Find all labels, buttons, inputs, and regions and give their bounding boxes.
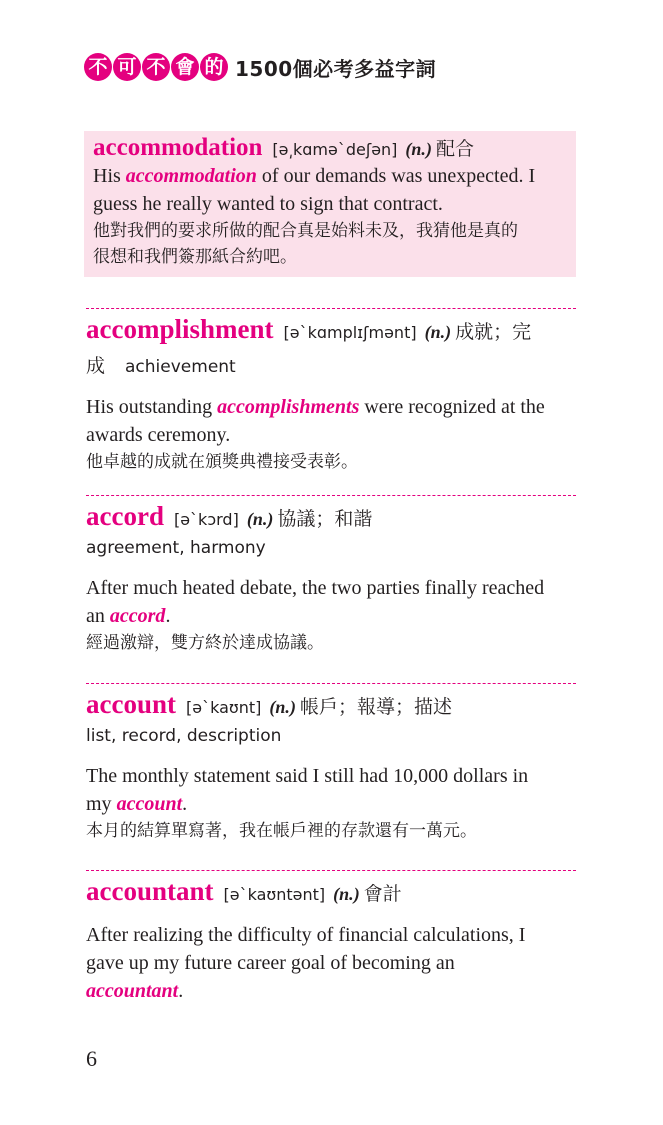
page-number: 6 — [86, 1046, 97, 1071]
title-badge-char: 不 — [142, 53, 170, 81]
part-of-speech: (n.) — [405, 139, 432, 159]
headword: account — [86, 689, 176, 719]
entry-accord — [86, 501, 574, 656]
headword: accord — [86, 501, 164, 531]
chinese-meaning: 會計 — [363, 883, 402, 905]
example-sentence-line: After much heated debate, the two parties finally reached — [86, 577, 545, 599]
entry-accountant — [86, 876, 574, 1005]
part-of-speech: (n.) — [424, 322, 452, 342]
book-title — [84, 50, 436, 84]
example-sentence-line: His outstanding accomplishments were recognized at the — [86, 396, 545, 418]
part-of-speech: (n.) — [333, 884, 360, 904]
translation-line: 他卓越的成就在頒獎典禮接受表彰。 — [86, 452, 358, 472]
title-badge-char: 會 — [171, 53, 199, 81]
chinese-meaning: 帳戶；報導；描述 — [299, 696, 452, 718]
example-sentence-line: an accord. — [86, 605, 171, 627]
translation-line: 本月的結算單寫著，我在帳戶裡的存款還有一萬元。 — [86, 821, 477, 841]
chinese-meaning: 成就；完 — [455, 321, 532, 343]
phonetic: [ə`kaʊnt] — [186, 698, 262, 717]
part-of-speech: (n.) — [246, 509, 274, 529]
phonetic: [ə`kɑmplɪʃmənt] — [283, 323, 417, 342]
example-sentence-line: my account. — [86, 793, 188, 815]
translation-line: 經過激辯，雙方終於達成協議。 — [86, 633, 324, 653]
example-sentence-line: awards ceremony. — [86, 424, 231, 446]
translation-line: 他對我們的要求所做的配合真是始料未及，我猜他是真的 — [93, 221, 518, 241]
dashed-divider — [86, 308, 576, 309]
phonetic: [ə`kɔrd] — [173, 510, 239, 529]
entry-accomplishment — [86, 314, 574, 475]
headword: accomplishment — [86, 314, 274, 344]
phonetic: [ə`kaʊntənt] — [223, 885, 326, 904]
book-title-text: 1500個必考多益字詞 — [235, 56, 437, 81]
headword: accommodation — [93, 134, 263, 161]
example-sentence-line: After realizing the difficulty of financial calculations, I — [86, 924, 526, 946]
title-badge-char: 的 — [200, 53, 228, 81]
headword: accountant — [86, 876, 214, 906]
translation-line: 很想和我們簽那紙合約吧。 — [93, 247, 297, 267]
synonyms: list, record, description — [86, 726, 282, 746]
example-sentence-line: The monthly statement said I still had 10,000 dollars in — [86, 765, 529, 787]
example-sentence-line: His accommodation of our demands was unexpected. I — [93, 165, 536, 187]
title-badge-char: 可 — [113, 53, 141, 81]
example-sentence-line: guess he really wanted to sign that contract. — [93, 193, 443, 215]
dashed-divider — [86, 870, 576, 871]
entry-accommodation — [93, 134, 571, 270]
phonetic: [ə͵kɑmə`deʃən] — [272, 140, 398, 159]
chinese-meaning: 協議；和諧 — [277, 508, 373, 530]
synonyms: agreement, harmony — [86, 538, 266, 558]
example-sentence-line: gave up my future career goal of becoming an — [86, 952, 455, 974]
chinese-meaning-cont: 成 — [86, 355, 106, 377]
entry-account — [86, 689, 574, 844]
chinese-meaning: 配合 — [435, 138, 474, 160]
title-badge-char: 不 — [84, 53, 112, 81]
dashed-divider — [86, 683, 576, 684]
synonyms: achievement — [125, 357, 236, 377]
example-sentence-line: accountant. — [86, 980, 184, 1002]
dashed-divider — [86, 495, 576, 496]
part-of-speech: (n.) — [269, 697, 296, 717]
